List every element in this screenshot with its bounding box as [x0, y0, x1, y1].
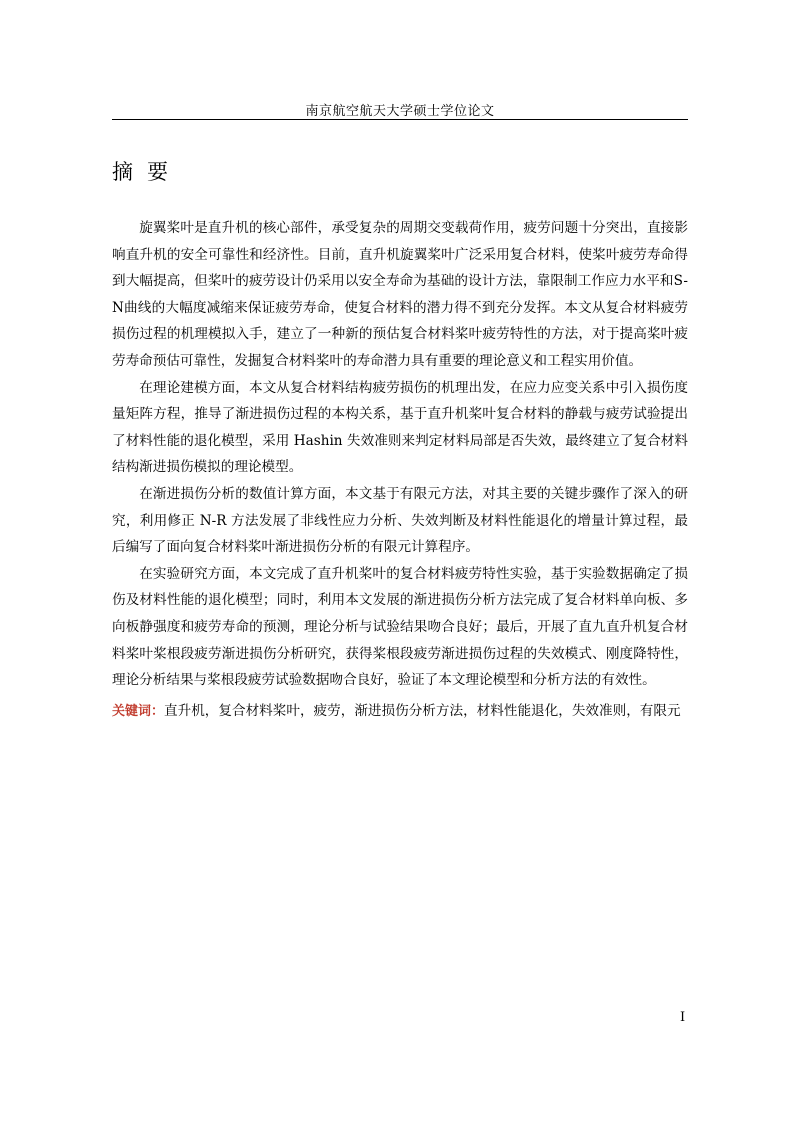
keywords-label: 关键词： — [112, 703, 165, 719]
keywords-text: 直升机，复合材料桨叶，疲劳，渐进损伤分析方法，材料性能退化，失效准则，有限元 — [164, 702, 681, 719]
abstract-body — [112, 215, 688, 725]
page-number: I — [680, 1010, 686, 1025]
keywords-line — [112, 698, 688, 726]
header-rule — [112, 119, 688, 120]
section-heading: 摘要 — [112, 160, 182, 184]
abstract-paragraph-2: 在理论建模方面，本文从复合材料结构疲劳损伤的机理出发，在应力应变关系中引入损伤度量矩阵方程，推导了渐进损伤过程的本构关系，基于直升机桨叶复合材料的静载与疲劳试验提出了材料性能的退化模型，采用 Hashin 失效准则来判定材料局部是否失效，最终建立了复合材料结构渐进损伤模拟的理论模型。 — [112, 379, 688, 476]
abstract-paragraph-1: 旋翼桨叶是直升机的核心部件，承受复杂的周期交变载荷作用，疲劳问题十分突出，直接影响直升机的安全可靠性和经济性。目前，直升机旋翼桨叶广泛采用复合材料，使桨叶疲劳寿命得到大幅提高，但桨叶的疲劳设计仍采用以安全寿命为基础的设计方法，靠限制工作应力水平和S-N曲线的大幅度减缩来保证疲劳寿命，使复合材料的潜力得不到充分发挥。本文从复合材料疲劳损伤过程的机理模拟入手，建立了一种新的预估复合材料桨叶疲劳特性的方法，对于提高桨叶疲劳寿命预估可靠性，发掘复合材料桨叶的寿命潜力具有重要的理论意义和工程实用价值。 — [112, 220, 688, 369]
running-header: 南京航空航天大学硕士学位论文 — [305, 104, 495, 119]
abstract-paragraph-3: 在渐进损伤分析的数值计算方面，本文基于有限元方法，对其主要的关键步骤作了深入的研究，利用修正 N-R 方法发展了非线性应力分析、失效判断及材料性能退化的增量计算过程，最后编写了面向复合材料桨叶渐进损伤分析的有限元计算程序。 — [112, 485, 688, 556]
abstract-paragraph-4: 在实验研究方面，本文完成了直升机桨叶的复合材料疲劳特性实验，基于实验数据确定了损伤及材料性能的退化模型；同时，利用本文发展的渐进损伤分析方法完成了复合材料单向板、多向板静强度和疲劳寿命的预测，理论分析与试验结果吻合良好；最后，开展了直九直升机复合材料桨叶桨根段疲劳渐进损伤分析研究，获得桨根段疲劳渐进损伤过程的失效模式、刚度降特性，理论分析结果与桨根段疲劳试验数据吻合良好，验证了本文理论模型和分析方法的有效性。 — [112, 565, 688, 689]
